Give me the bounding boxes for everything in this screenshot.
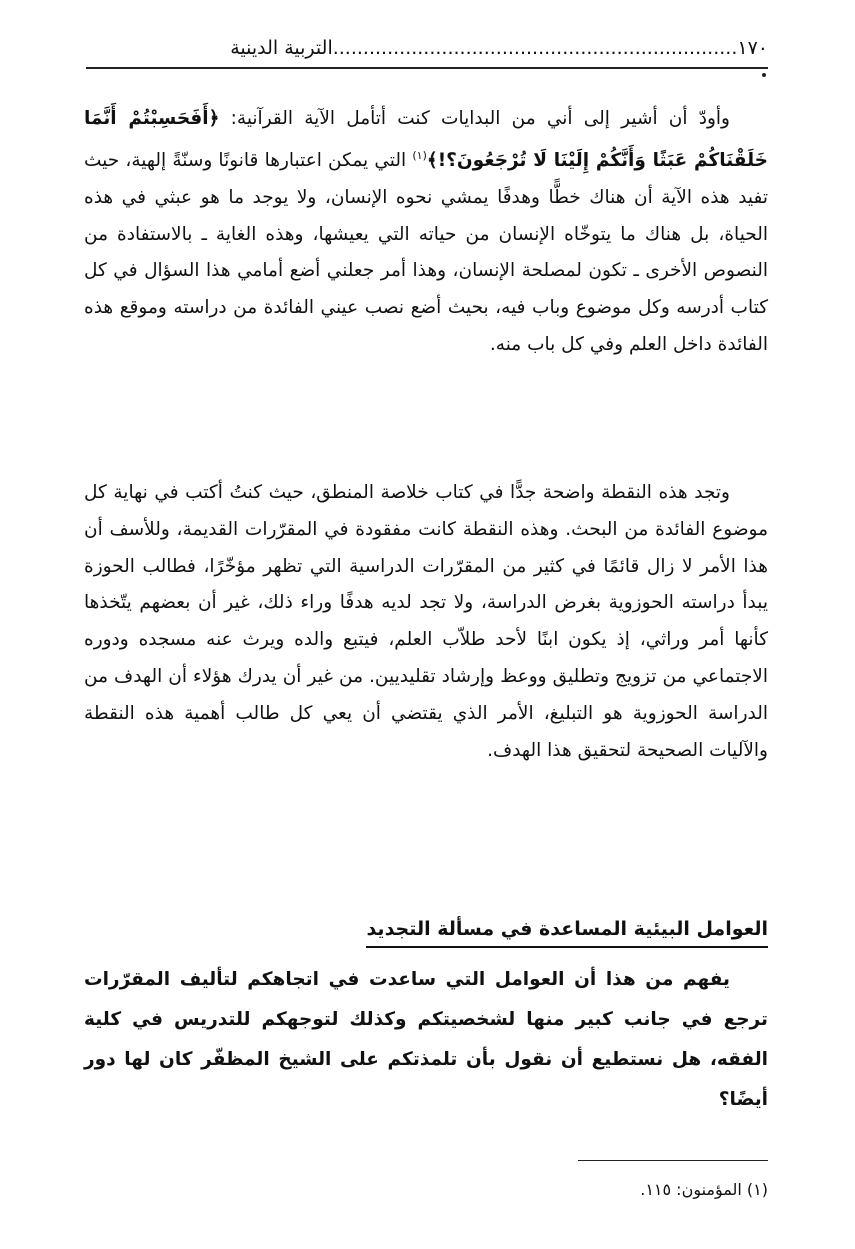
footnote-rule xyxy=(578,1160,768,1161)
page-header xyxy=(86,30,768,66)
paragraph-1-body: التي يمكن اعتبارها قانونًا وسنّةً إلهية، حيث تفيد هذه الآية أن هناك خطًّا وهدفًا يمشي نحوه الإنسان، ولا يوجد ما هو عبثي في هذه الحياة، بل هناك ما يتوخّاه الإنسان من حياته التي يعيشها، وهذه الغاية ـ بالاستفادة من النصوص الأخرى ـ تكون لمصلحة الإنسان، وهذا أمر جعلني أضع أمامي هذا السؤال في كل كتاب أدرسه وكل موضوع وباب فيه، بحيث أضع نصب عيني الفائدة من دراسته وموقع هذه الفائدة داخل العلم وفي كل باب منه. xyxy=(84,149,768,355)
paragraph-2 xyxy=(84,475,768,769)
footnote-marker: (١) xyxy=(412,148,427,162)
interview-question xyxy=(84,960,768,1120)
question-text: يفهم من هذا أن العوامل التي ساعدت في اتجاهكم لتأليف المقرّرات ترجع في جانب كبير منها لشخصيتكم وكذلك لتوجهكم للتدريس في كلية الفقه، هل نستطيع أن نقول بأن تلمذتكم على الشيخ المظفّر كان لها دور أيضًا؟ xyxy=(84,969,768,1110)
paragraph-1 xyxy=(84,101,768,364)
paragraph-1-intro: وأودّ أن أشير إلى أني من البدايات كنت أتأمل الآية القرآنية: xyxy=(219,108,730,129)
page-number: ١٧٠ xyxy=(737,37,768,59)
header-rule xyxy=(86,67,768,69)
footnote: (١) المؤمنون: ١١٥. xyxy=(640,1180,768,1199)
paragraph-2-body: وتجد هذه النقطة واضحة جدًّا في كتاب خلاصة المنطق، حيث كنتُ أكتب في نهاية كل موضوع الفائدة من البحث. وهذه النقطة كانت مفقودة في المقرّرات القديمة، وللأسف أن هذا الأمر لا زال قائمًا في كثير من المقرّرات الدراسية التي تظهر مؤخّرًا، فطالب الحوزة يبدأ دراسته الحوزوية بغرض الدراسة، ولا تجد لديه هدفًا وراء ذلك، غير أن بعضهم يتّخذها كأنها أمر وراثي، إذ يكون ابنًا لأحد طلاّب العلم، فيتبع والده ويرث عنه مسجده ودوره الاجتماعي من تزويج وتطليق ووعظ وإرشاد تقليديين. من غير أن يدرك هؤلاء أن الهدف من الدراسة الحوزوية هو التبليغ، الأمر الذي يقتضي أن يعي كل طالب أهمية هذه النقطة والآليات الصحيحة لتحقيق هذا الهدف. xyxy=(84,482,768,761)
quran-verse: ﴿أَفَحَسِبْتُمْ أَنَّمَا خَلَقْنَاكُمْ عَبَثًا وَأَنَّكُمْ إِلَيْنَا لَا تُرْجَعُونَ؟!﴾ xyxy=(84,108,768,171)
header-dots: ................................................................... xyxy=(332,37,738,59)
running-title: التربية الدينية xyxy=(230,37,333,59)
header-dot xyxy=(762,73,766,77)
section-heading: العوامل البيئية المساعدة في مسألة التجديد xyxy=(366,914,768,948)
